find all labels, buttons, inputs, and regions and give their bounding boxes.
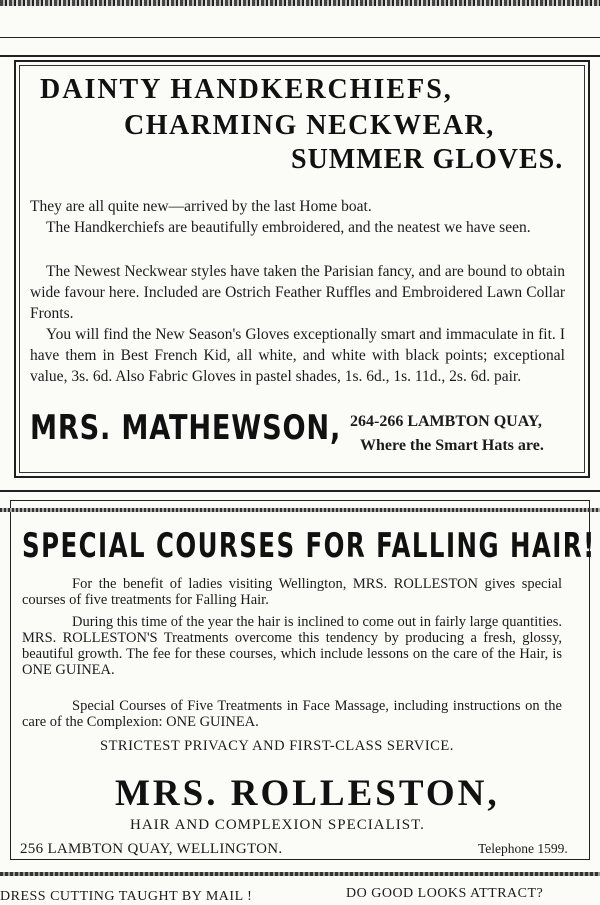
telephone-rolleston: Telephone 1599. bbox=[478, 841, 568, 856]
paragraph-arrival-text: They are all quite new—arrived by the last Home boat. bbox=[30, 198, 372, 215]
headline-handkerchiefs: DAINTY HANDKERCHIEFS, bbox=[40, 74, 453, 105]
privacy-line: STRICTEST PRIVACY AND FIRST-CLASS SERVICE. bbox=[100, 738, 454, 754]
headline-neckwear: CHARMING NECKWEAR, bbox=[124, 110, 495, 141]
bottom-column-strip bbox=[0, 872, 600, 876]
merchant-name-mathewson: MRS. MATHEWSON, bbox=[30, 408, 342, 448]
paragraph-neckwear-text: The Newest Neckwear styles have taken the Parisian fancy, and are bound to obtain wide favour here. Included are Ostrich Feather Ruffles and Embroidered Lawn Collar Fronts. bbox=[30, 263, 565, 322]
merchant-address-rolleston: 256 LAMBTON QUAY, WELLINGTON. bbox=[20, 841, 283, 857]
headline-gloves: SUMMER GLOVES. bbox=[291, 144, 564, 175]
paragraph-benefit-text: For the benefit of ladies visiting Wellington, MRS. ROLLESTON gives special courses of five treatments for Falling Hair. bbox=[22, 576, 562, 608]
column-rule-upper bbox=[0, 55, 600, 57]
merchant-title-rolleston: HAIR AND COMPLEXION SPECIALIST. bbox=[130, 817, 425, 833]
paragraph-arrival bbox=[30, 196, 565, 217]
merchant-tagline-mathewson: Where the Smart Hats are. bbox=[360, 437, 544, 454]
paragraph-gloves bbox=[30, 324, 565, 387]
headline-falling-hair: SPECIAL COURSES FOR FALLING HAIR! bbox=[22, 526, 596, 566]
paragraph-treatments bbox=[22, 614, 562, 678]
paragraph-gloves-text: You will find the New Season's Gloves exceptionally smart and immaculate in fit. I have them in Best French Kid, all white, and white with black points; exceptional value, 3s. 6d. Also Fabric Gloves in pastel shades, 1s. 6d., 1s. 11d., 2s. 6d. pair. bbox=[30, 326, 565, 385]
paragraph-handkerchiefs-text: The Handkerchiefs are beautifully embroidered, and the neatest we have seen. bbox=[46, 219, 531, 236]
footer-good-looks: DO GOOD LOOKS ATTRACT? bbox=[346, 886, 544, 901]
paragraph-benefit bbox=[22, 576, 562, 608]
footer-dress-cutting: DRESS CUTTING TAUGHT BY MAIL ! bbox=[0, 889, 253, 904]
top-column-strip bbox=[0, 0, 600, 6]
paragraph-handkerchiefs bbox=[30, 217, 565, 238]
paragraph-treatments-text: During this time of the year the hair is inclined to come out in fairly large quantities. MRS. ROLLESTON'S Treatments overcome this tendency by producing a fresh, glossy, beautiful growth. The fee for these courses, which include lessons on the care of the Hair, is ONE GUINEA. bbox=[22, 614, 562, 678]
paragraph-face-massage-text: Special Courses of Five Treatments in Face Massage, including instructions on the care of the Complexion: ONE GUINEA. bbox=[22, 698, 562, 730]
column-rule-top bbox=[0, 37, 600, 38]
column-rule-middle bbox=[0, 490, 600, 492]
paragraph-neckwear bbox=[30, 261, 565, 324]
ad-hair-top-border bbox=[0, 508, 600, 512]
merchant-address-mathewson: 264-266 LAMBTON QUAY, bbox=[350, 413, 542, 430]
paragraph-face-massage bbox=[22, 698, 562, 730]
merchant-name-rolleston: MRS. ROLLESTON, bbox=[115, 773, 500, 814]
